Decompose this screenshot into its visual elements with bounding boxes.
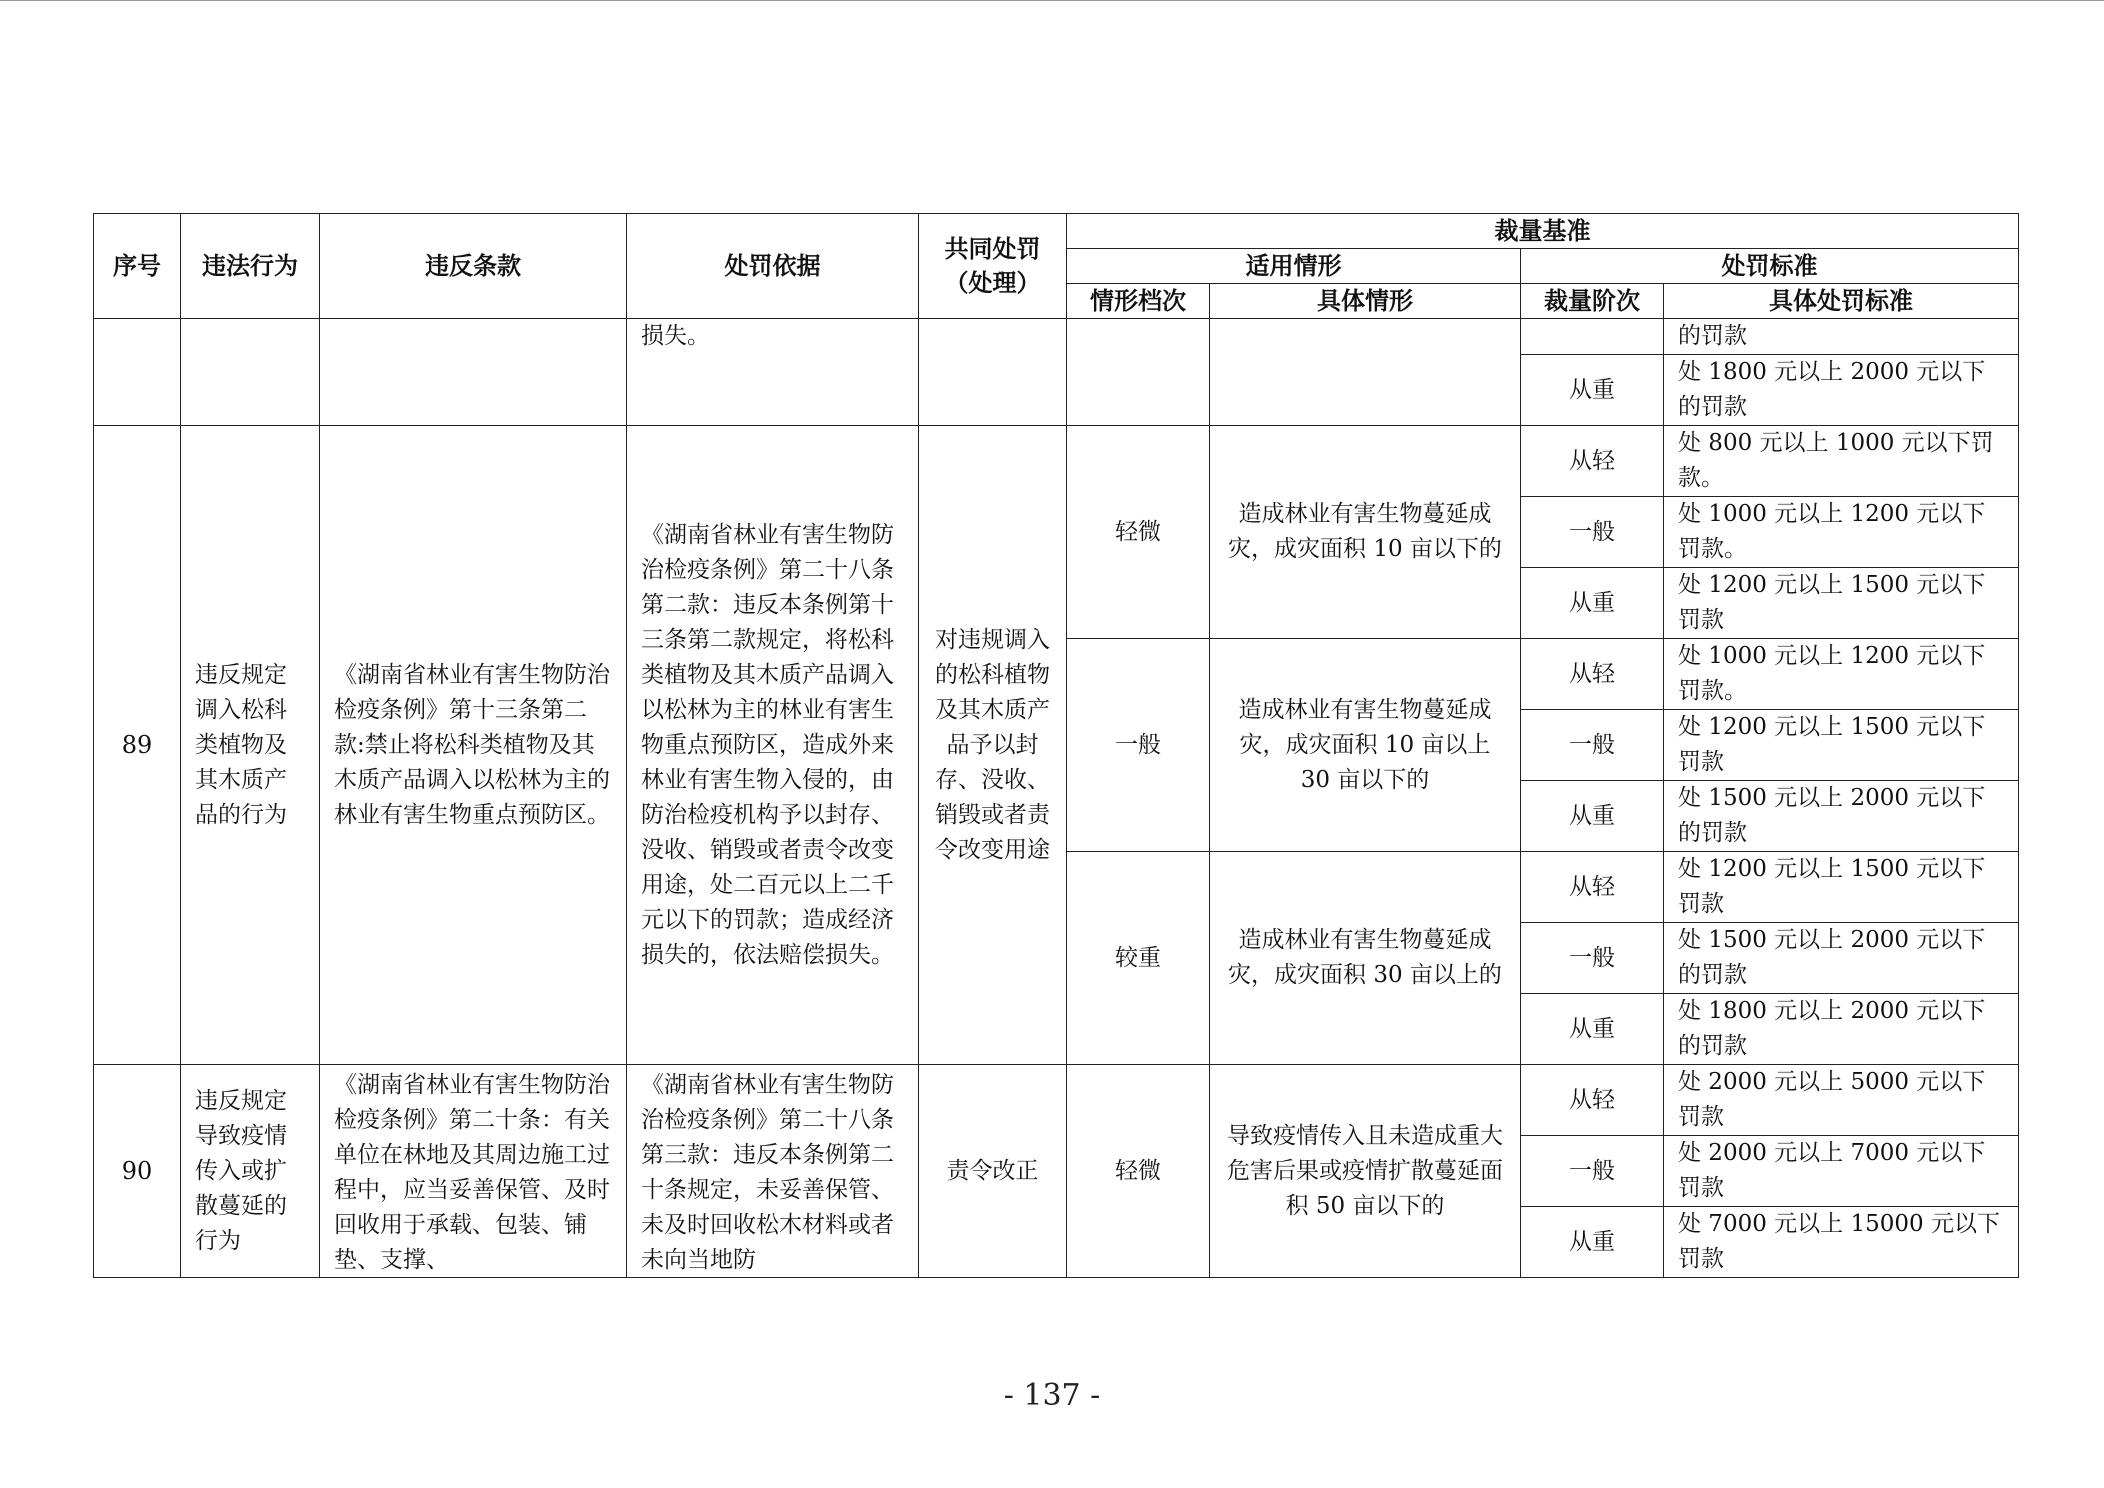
discretion-order: 从轻: [1521, 639, 1664, 710]
page-top-rule: [0, 0, 2104, 1]
entry-clause: 《湖南省林业有害生物防治检疫条例》第十三条第二款:禁止将松科类植物及其木质产品调入以松林为主的林业有害生物重点预防区。: [320, 426, 627, 1065]
specific-penalty: 处 1800 元以上 2000 元以下的罚款: [1664, 994, 2019, 1065]
discretion-order: 从轻: [1521, 852, 1664, 923]
entry-behavior: 违反规定导致疫情传入或扩散蔓延的行为: [181, 1065, 320, 1278]
discretion-standard-table: [93, 213, 2019, 1278]
cont-penalty: 的罚款: [1664, 319, 2019, 355]
specific-situation: 造成林业有害生物蔓延成灾，成灾面积 10 亩以上 30 亩以下的: [1210, 639, 1521, 852]
cont-level: [1067, 319, 1210, 426]
discretion-order: 一般: [1521, 497, 1664, 568]
discretion-order: 从重: [1521, 994, 1664, 1065]
header-discretion-order: 裁量阶次: [1521, 284, 1664, 319]
entry-basis: [627, 1065, 919, 1278]
discretion-order: 一般: [1521, 923, 1664, 994]
discretion-order: 一般: [1521, 710, 1664, 781]
entry-common-penalty: 对违规调入的松科植物及其木质产品予以封存、没收、销毁或者责令改变用途: [919, 426, 1067, 1065]
situation-level: 一般: [1067, 639, 1210, 852]
header-common-penalty: 共同处罚（处理）: [919, 214, 1067, 319]
specific-situation: 造成林业有害生物蔓延成灾，成灾面积 10 亩以下的: [1210, 426, 1521, 639]
entry-basis-text: 《湖南省林业有害生物防治检疫条例》第二十八条第三款：违反本条例第二十条规定，未妥善保管、未及时回收松木材料或者未向当地防: [641, 1072, 894, 1273]
header-specific-penalty: 具体处罚标准: [1664, 284, 2019, 319]
discretion-order: 一般: [1521, 1136, 1664, 1207]
discretion-order: 从轻: [1521, 426, 1664, 497]
specific-situation: 导致疫情传入且未造成重大危害后果或疫情扩散蔓延面积 50 亩以下的: [1210, 1065, 1521, 1278]
situation-level: 轻微: [1067, 426, 1210, 639]
specific-penalty: 处 1200 元以上 1500 元以下罚款: [1664, 568, 2019, 639]
specific-penalty: 处 7000 元以上 15000 元以下罚款: [1664, 1207, 2019, 1278]
cont-basis: 损失。: [627, 319, 919, 426]
entry-behavior: 违反规定调入松科类植物及其木质产品的行为: [181, 426, 320, 1065]
cont-order: [1521, 319, 1664, 355]
cont-order: 从重: [1521, 355, 1664, 426]
header-applicable-situation: 适用情形: [1067, 249, 1521, 284]
header-discretion-standard: 裁量基准: [1067, 214, 2019, 249]
cont-common-penalty: [919, 319, 1067, 426]
entry-common-penalty: 责令改正: [919, 1065, 1067, 1278]
specific-penalty: 处 1000 元以上 1200 元以下罚款。: [1664, 639, 2019, 710]
specific-penalty: 处 1500 元以上 2000 元以下的罚款: [1664, 781, 2019, 852]
specific-penalty: 处 1000 元以上 1200 元以下罚款。: [1664, 497, 2019, 568]
specific-penalty: 处 2000 元以上 7000 元以下罚款: [1664, 1136, 2019, 1207]
header-clause: 违反条款: [320, 214, 627, 319]
header-specific-situation: 具体情形: [1210, 284, 1521, 319]
cont-clause: [320, 319, 627, 426]
specific-situation: 造成林业有害生物蔓延成灾，成灾面积 30 亩以上的: [1210, 852, 1521, 1065]
discretion-order: 从重: [1521, 568, 1664, 639]
entry-basis: 《湖南省林业有害生物防治检疫条例》第二十八条第二款：违反本条例第十三条第二款规定，将松科类植物及其木质产品调入以松林为主的林业有害生物重点预防区，造成外来林业有害生物入侵的，由防治检疫机构予以封存、没收、销毁或者责令改变用途，处二百元以上二千元以下的罚款；造成经济损失的，依法赔偿损失。: [627, 426, 919, 1065]
specific-penalty: 处 1500 元以上 2000 元以下的罚款: [1664, 923, 2019, 994]
cont-behavior: [181, 319, 320, 426]
discretion-order: 从轻: [1521, 1065, 1664, 1136]
table-row: [94, 426, 2019, 497]
table-row: [94, 319, 2019, 355]
situation-level: 较重: [1067, 852, 1210, 1065]
specific-penalty: 处 800 元以上 1000 元以下罚款。: [1664, 426, 2019, 497]
situation-level: 轻微: [1067, 1065, 1210, 1278]
cont-situation: [1210, 319, 1521, 426]
discretion-order: 从重: [1521, 781, 1664, 852]
table-row: [94, 1065, 2019, 1136]
entry-seq: 89: [94, 426, 181, 1065]
specific-penalty: 处 2000 元以上 5000 元以下罚款: [1664, 1065, 2019, 1136]
cont-penalty: 处 1800 元以上 2000 元以下的罚款: [1664, 355, 2019, 426]
specific-penalty: 处 1200 元以上 1500 元以下罚款: [1664, 710, 2019, 781]
specific-penalty: 处 1200 元以上 1500 元以下罚款: [1664, 852, 2019, 923]
entry-clause: [320, 1065, 627, 1278]
header-penalty-standard: 处罚标准: [1521, 249, 2019, 284]
discretion-order: 从重: [1521, 1207, 1664, 1278]
cont-seq: [94, 319, 181, 426]
page-number: - 137 -: [1003, 1378, 1101, 1413]
header-behavior: 违法行为: [181, 214, 320, 319]
header-situation-level: 情形档次: [1067, 284, 1210, 319]
entry-clause-text: 《湖南省林业有害生物防治检疫条例》第二十条：有关单位在林地及其周边施工过程中，应当妥善保管、及时回收用于承载、包装、铺垫、支撑、: [334, 1072, 610, 1273]
header-basis: 处罚依据: [627, 214, 919, 319]
entry-seq: 90: [94, 1065, 181, 1278]
header-seq: 序号: [94, 214, 181, 319]
